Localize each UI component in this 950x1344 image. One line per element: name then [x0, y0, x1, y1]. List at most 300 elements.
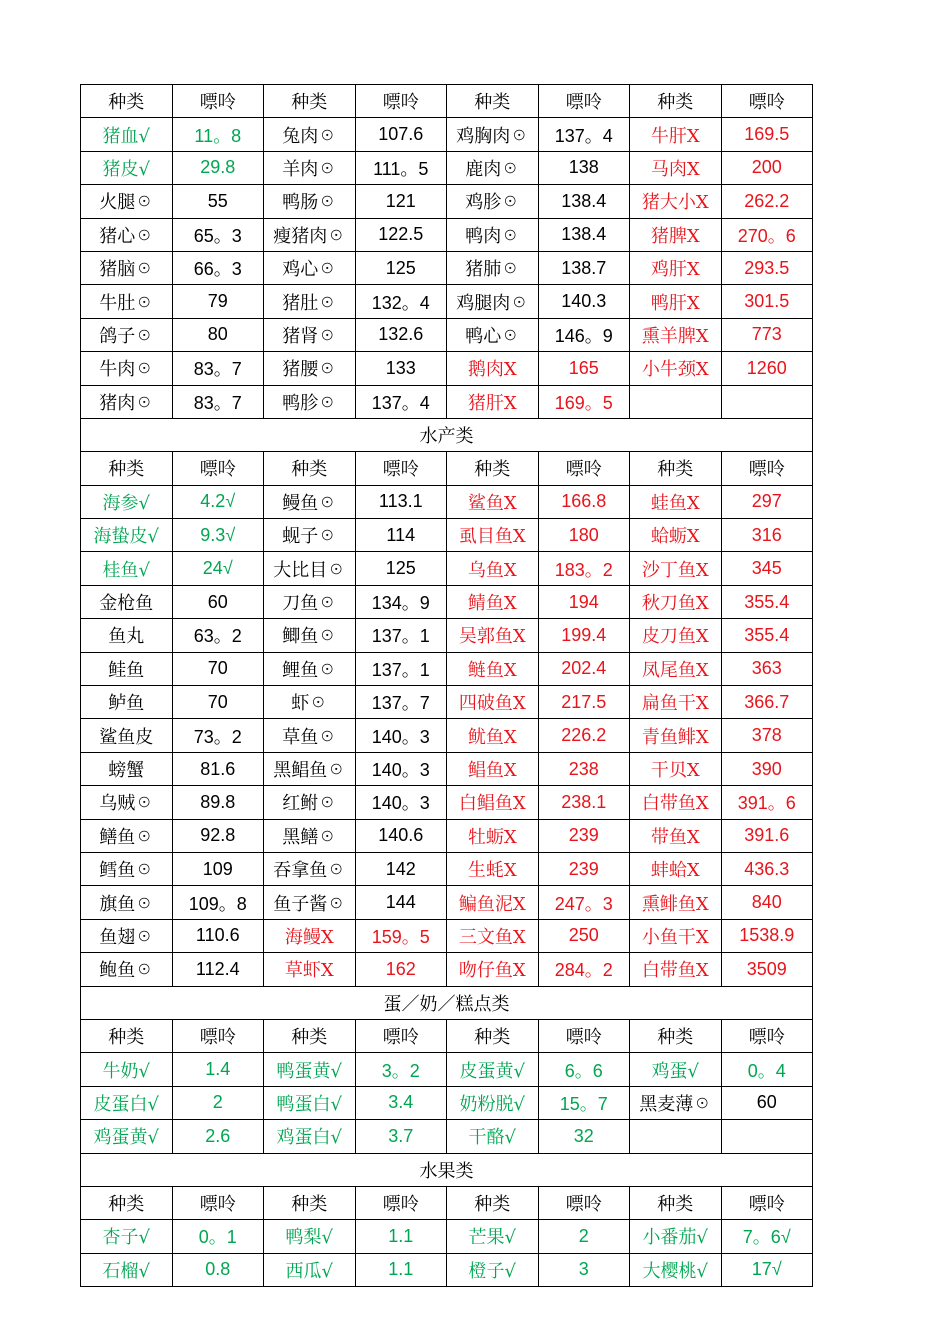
food-name: 鳗鱼☉: [264, 485, 356, 518]
purine-value: 132.6: [355, 318, 447, 351]
food-name: 鲑鱼: [81, 652, 173, 685]
purine-value: 166.8: [538, 485, 630, 518]
food-name: 石榴√: [81, 1253, 173, 1286]
food-name: 鸡心☉: [264, 251, 356, 284]
purine-value: 138: [538, 151, 630, 184]
purine-value: 262.2: [721, 185, 813, 218]
header-kind: 种类: [81, 1019, 173, 1052]
food-name: 乌贼☉: [81, 786, 173, 819]
purine-value: 217.5: [538, 686, 630, 719]
food-name: 猪大小X: [630, 185, 722, 218]
food-name: 鸡腿肉☉: [447, 285, 539, 318]
food-name: 小番茄√: [630, 1220, 722, 1253]
purine-value: 138.7: [538, 251, 630, 284]
food-name: 皮蛋白√: [81, 1086, 173, 1119]
purine-value: 125: [355, 251, 447, 284]
purine-value: 144: [355, 886, 447, 919]
purine-value: 140.3: [538, 285, 630, 318]
food-name: 鸭胗☉: [264, 385, 356, 418]
food-name: 奶粉脱√: [447, 1086, 539, 1119]
purine-value: 3: [538, 1253, 630, 1286]
food-name: 橙子√: [447, 1253, 539, 1286]
food-name: 鸭梨√: [264, 1220, 356, 1253]
purine-value: 3509: [721, 953, 813, 986]
purine-value: 165: [538, 352, 630, 385]
purine-value: 114: [355, 519, 447, 552]
purine-value: 89.8: [172, 786, 264, 819]
purine-value: 32: [538, 1120, 630, 1153]
food-name: 猪心☉: [81, 218, 173, 251]
food-name: 干酪√: [447, 1120, 539, 1153]
purine-value: 15。7: [538, 1086, 630, 1119]
header-row: [81, 1186, 813, 1219]
purine-value: 112.4: [172, 953, 264, 986]
food-name: 火腿☉: [81, 185, 173, 218]
food-name: 小牛颈X: [630, 352, 722, 385]
purine-value: 199.4: [538, 619, 630, 652]
food-name: 鲈鱼: [81, 686, 173, 719]
food-name: 红鲋☉: [264, 786, 356, 819]
food-name: 白鲳鱼X: [447, 786, 539, 819]
food-name: 吻仔鱼X: [447, 953, 539, 986]
food-name: 鸭肠☉: [264, 185, 356, 218]
purine-value: 111。5: [355, 151, 447, 184]
table-row: [81, 953, 813, 986]
food-name: 带鱼X: [630, 819, 722, 852]
table-row: [81, 786, 813, 819]
purine-value: 2.6: [172, 1120, 264, 1153]
purine-value: 60: [721, 1086, 813, 1119]
food-name: 刀鱼☉: [264, 585, 356, 618]
purine-value: 81.6: [172, 752, 264, 785]
header-kind: 种类: [630, 452, 722, 485]
purine-value: 7。6√: [721, 1220, 813, 1253]
food-name: 皮蛋黄√: [447, 1053, 539, 1086]
purine-value: 239: [538, 819, 630, 852]
food-name: 青鱼鲱X: [630, 719, 722, 752]
purine-value: 194: [538, 585, 630, 618]
food-name: 猪肚☉: [264, 285, 356, 318]
purine-value: 391.6: [721, 819, 813, 852]
food-name: 瘦猪肉☉: [264, 218, 356, 251]
food-name: 桂鱼√: [81, 552, 173, 585]
purine-value: 773: [721, 318, 813, 351]
purine-value: 6。6: [538, 1053, 630, 1086]
purine-value: 83。7: [172, 352, 264, 385]
food-name: 皮刀鱼X: [630, 619, 722, 652]
table-row: [81, 1053, 813, 1086]
food-name: 虱目鱼X: [447, 519, 539, 552]
food-name: 四破鱼X: [447, 686, 539, 719]
food-name: 蛤蛎X: [630, 519, 722, 552]
food-name: 三文鱼X: [447, 919, 539, 952]
food-name: 黑鳝☉: [264, 819, 356, 852]
food-name: 鲢鱼X: [447, 652, 539, 685]
food-name: 鸡胸肉☉: [447, 118, 539, 151]
table-row: [81, 1253, 813, 1286]
food-name: 鲳鱼X: [447, 752, 539, 785]
food-name: 吴郭鱼X: [447, 619, 539, 652]
purine-value: 1.4: [172, 1053, 264, 1086]
header-kind: 种类: [264, 452, 356, 485]
table-row: [81, 485, 813, 518]
food-name: [630, 385, 722, 418]
purine-value: 73。2: [172, 719, 264, 752]
food-name: 草虾X: [264, 953, 356, 986]
section-title: 水产类: [81, 418, 813, 451]
purine-value: 238.1: [538, 786, 630, 819]
header-kind: 种类: [264, 85, 356, 118]
header-kind: 种类: [630, 85, 722, 118]
food-name: 海蛰皮√: [81, 519, 173, 552]
purine-value: 250: [538, 919, 630, 952]
purine-value: 132。4: [355, 285, 447, 318]
purine-value: 107.6: [355, 118, 447, 151]
purine-value: 363: [721, 652, 813, 685]
purine-value: 137。4: [538, 118, 630, 151]
purine-value: 345: [721, 552, 813, 585]
food-name: 猪脑☉: [81, 251, 173, 284]
header-purine: 嘌呤: [721, 85, 813, 118]
purine-value: 17√: [721, 1253, 813, 1286]
table-row: [81, 1120, 813, 1153]
header-kind: 种类: [264, 1019, 356, 1052]
purine-value: 60: [172, 585, 264, 618]
purine-value: 79: [172, 285, 264, 318]
header-row: [81, 85, 813, 118]
table-row: [81, 1086, 813, 1119]
purine-value: 3.7: [355, 1120, 447, 1153]
purine-value: 202.4: [538, 652, 630, 685]
header-kind: 种类: [447, 85, 539, 118]
purine-value: 113.1: [355, 485, 447, 518]
food-name: 猪血√: [81, 118, 173, 151]
table-row: [81, 819, 813, 852]
purine-value: 137。1: [355, 619, 447, 652]
table-row: [81, 318, 813, 351]
food-name: 猪腰☉: [264, 352, 356, 385]
food-name: 蚬子☉: [264, 519, 356, 552]
purine-value: 4.2√: [172, 485, 264, 518]
food-name: 凤尾鱼X: [630, 652, 722, 685]
table-row: [81, 719, 813, 752]
food-name: 熏羊脾X: [630, 318, 722, 351]
purine-value: 0.8: [172, 1253, 264, 1286]
food-name: 马肉X: [630, 151, 722, 184]
table-body: [81, 85, 813, 1287]
purine-value: 0。4: [721, 1053, 813, 1086]
food-name: 白带鱼X: [630, 786, 722, 819]
purine-value: 70: [172, 652, 264, 685]
header-purine: 嘌呤: [172, 1186, 264, 1219]
food-name: 旗鱼☉: [81, 886, 173, 919]
food-name: 鸭心☉: [447, 318, 539, 351]
food-name: 白带鱼X: [630, 953, 722, 986]
purine-value: 316: [721, 519, 813, 552]
header-kind: 种类: [630, 1019, 722, 1052]
food-name: 鸡蛋√: [630, 1053, 722, 1086]
food-name: 黑鲳鱼☉: [264, 752, 356, 785]
food-name: 猪肾☉: [264, 318, 356, 351]
purine-value: 65。3: [172, 218, 264, 251]
food-name: 牛肚☉: [81, 285, 173, 318]
table-row: [81, 118, 813, 151]
food-name: 大比目☉: [264, 552, 356, 585]
purine-value: 110.6: [172, 919, 264, 952]
purine-value: 140。3: [355, 719, 447, 752]
food-name: 鸭蛋白√: [264, 1086, 356, 1119]
purine-value: 109。8: [172, 886, 264, 919]
table-row: [81, 652, 813, 685]
purine-value: 3.4: [355, 1086, 447, 1119]
food-name: 兔肉☉: [264, 118, 356, 151]
food-name: 鸡肝X: [630, 251, 722, 284]
food-name: 芒果√: [447, 1220, 539, 1253]
food-name: 猪肝X: [447, 385, 539, 418]
food-name: 小鱼干X: [630, 919, 722, 952]
purine-value: 1260: [721, 352, 813, 385]
purine-value: 70: [172, 686, 264, 719]
food-name: 沙丁鱼X: [630, 552, 722, 585]
purine-value: 301.5: [721, 285, 813, 318]
food-name: 猪肺☉: [447, 251, 539, 284]
section-title: 蛋／奶／糕点类: [81, 986, 813, 1019]
purine-value: 122.5: [355, 218, 447, 251]
header-kind: 种类: [81, 1186, 173, 1219]
food-name: 鲫鱼☉: [264, 619, 356, 652]
food-name: 蚌蛤X: [630, 852, 722, 885]
purine-value: 1538.9: [721, 919, 813, 952]
food-name: 金枪鱼: [81, 585, 173, 618]
header-purine: 嘌呤: [355, 1186, 447, 1219]
purine-value: 24√: [172, 552, 264, 585]
purine-value: 92.8: [172, 819, 264, 852]
purine-value: 840: [721, 886, 813, 919]
purine-value: 355.4: [721, 619, 813, 652]
food-name: 西瓜√: [264, 1253, 356, 1286]
purine-value: 109: [172, 852, 264, 885]
food-name: 羊肉☉: [264, 151, 356, 184]
food-name: 杏子√: [81, 1220, 173, 1253]
food-name: 鱼子酱☉: [264, 886, 356, 919]
purine-value: 125: [355, 552, 447, 585]
purine-value: 29.8: [172, 151, 264, 184]
purine-value: 2: [538, 1220, 630, 1253]
food-name: 扁鱼干X: [630, 686, 722, 719]
section-title-row: [81, 986, 813, 1019]
purine-value: 284。2: [538, 953, 630, 986]
purine-value: 63。2: [172, 619, 264, 652]
purine-value: 80: [172, 318, 264, 351]
table-row: [81, 585, 813, 618]
food-name: 乌鱼X: [447, 552, 539, 585]
food-name: 鲭鱼X: [447, 585, 539, 618]
purine-value: 366.7: [721, 686, 813, 719]
purine-value: 169.5: [721, 118, 813, 151]
header-kind: 种类: [447, 1019, 539, 1052]
purine-value: 142: [355, 852, 447, 885]
purine-value: 2: [172, 1086, 264, 1119]
table-row: [81, 852, 813, 885]
header-purine: 嘌呤: [355, 85, 447, 118]
purine-value: 55: [172, 185, 264, 218]
purine-value: 134。9: [355, 585, 447, 618]
header-purine: 嘌呤: [172, 85, 264, 118]
header-kind: 种类: [81, 452, 173, 485]
purine-value: 238: [538, 752, 630, 785]
section-title-row: [81, 418, 813, 451]
table-row: [81, 352, 813, 385]
header-purine: 嘌呤: [538, 1019, 630, 1052]
header-kind: 种类: [630, 1186, 722, 1219]
purine-value: 138.4: [538, 218, 630, 251]
table-row: [81, 385, 813, 418]
purine-value: 226.2: [538, 719, 630, 752]
purine-value: 378: [721, 719, 813, 752]
purine-value: 247。3: [538, 886, 630, 919]
food-name: 熏鲱鱼X: [630, 886, 722, 919]
header-purine: 嘌呤: [721, 452, 813, 485]
table-row: [81, 552, 813, 585]
food-name: 鸭蛋黄√: [264, 1053, 356, 1086]
food-name: 鲨鱼皮: [81, 719, 173, 752]
table-row: [81, 285, 813, 318]
table-row: [81, 185, 813, 218]
purine-value: 169。5: [538, 385, 630, 418]
header-purine: 嘌呤: [721, 1186, 813, 1219]
food-name: 蛙鱼X: [630, 485, 722, 518]
food-name: 干贝X: [630, 752, 722, 785]
table-row: [81, 619, 813, 652]
section-title-row: [81, 1153, 813, 1186]
food-name: 鳝鱼☉: [81, 819, 173, 852]
food-name: 牛肉☉: [81, 352, 173, 385]
food-name: 牛奶√: [81, 1053, 173, 1086]
header-purine: 嘌呤: [721, 1019, 813, 1052]
food-name: 大樱桃√: [630, 1253, 722, 1286]
purine-value: [721, 385, 813, 418]
purine-value: 159。5: [355, 919, 447, 952]
header-kind: 种类: [81, 85, 173, 118]
food-name: 鸡胗☉: [447, 185, 539, 218]
table-row: [81, 251, 813, 284]
table-row: [81, 1220, 813, 1253]
food-name: 螃蟹: [81, 752, 173, 785]
purine-value: 140。3: [355, 786, 447, 819]
purine-value: 239: [538, 852, 630, 885]
food-name: [630, 1120, 722, 1153]
table-row: [81, 686, 813, 719]
table-row: [81, 886, 813, 919]
header-purine: 嘌呤: [355, 452, 447, 485]
purine-value: 11。8: [172, 118, 264, 151]
header-purine: 嘌呤: [538, 1186, 630, 1219]
table-row: [81, 919, 813, 952]
header-row: [81, 1019, 813, 1052]
purine-value: 138.4: [538, 185, 630, 218]
header-purine: 嘌呤: [172, 452, 264, 485]
purine-value: 121: [355, 185, 447, 218]
purine-value: 66。3: [172, 251, 264, 284]
purine-value: [721, 1120, 813, 1153]
purine-value: 140.6: [355, 819, 447, 852]
purine-value: 1.1: [355, 1253, 447, 1286]
header-purine: 嘌呤: [538, 85, 630, 118]
purine-table: [80, 84, 813, 1287]
food-name: 吞拿鱼☉: [264, 852, 356, 885]
food-name: 鲍鱼☉: [81, 953, 173, 986]
table-row: [81, 752, 813, 785]
purine-value: 137。7: [355, 686, 447, 719]
food-name: 鹿肉☉: [447, 151, 539, 184]
food-name: 猪肉☉: [81, 385, 173, 418]
food-name: 鳊鱼泥X: [447, 886, 539, 919]
food-name: 鳕鱼☉: [81, 852, 173, 885]
food-name: 猪脾X: [630, 218, 722, 251]
food-name: 鱼丸: [81, 619, 173, 652]
header-kind: 种类: [264, 1186, 356, 1219]
table-row: [81, 519, 813, 552]
header-kind: 种类: [447, 1186, 539, 1219]
food-name: 牡蛎X: [447, 819, 539, 852]
food-name: 黑麦薄☉: [630, 1086, 722, 1119]
food-name: 海鳗X: [264, 919, 356, 952]
purine-value: 436.3: [721, 852, 813, 885]
purine-value: 0。1: [172, 1220, 264, 1253]
purine-value: 297: [721, 485, 813, 518]
food-name: 鸡蛋黄√: [81, 1120, 173, 1153]
header-purine: 嘌呤: [355, 1019, 447, 1052]
food-name: 鸽子☉: [81, 318, 173, 351]
purine-value: 180: [538, 519, 630, 552]
food-name: 鱼翅☉: [81, 919, 173, 952]
food-name: 鸭肉☉: [447, 218, 539, 251]
purine-value: 146。9: [538, 318, 630, 351]
header-row: [81, 452, 813, 485]
purine-value: 1.1: [355, 1220, 447, 1253]
food-name: 鹅肉X: [447, 352, 539, 385]
food-name: 鸡蛋白√: [264, 1120, 356, 1153]
food-name: 猪皮√: [81, 151, 173, 184]
header-purine: 嘌呤: [538, 452, 630, 485]
section-title: 水果类: [81, 1153, 813, 1186]
purine-value: 200: [721, 151, 813, 184]
food-name: 生蚝X: [447, 852, 539, 885]
purine-value: 9.3√: [172, 519, 264, 552]
purine-value: 355.4: [721, 585, 813, 618]
purine-value: 3。2: [355, 1053, 447, 1086]
food-name: 鱿鱼X: [447, 719, 539, 752]
food-name: 草鱼☉: [264, 719, 356, 752]
purine-value: 133: [355, 352, 447, 385]
food-name: 鲤鱼☉: [264, 652, 356, 685]
purine-value: 162: [355, 953, 447, 986]
purine-value: 83。7: [172, 385, 264, 418]
header-purine: 嘌呤: [172, 1019, 264, 1052]
purine-value: 183。2: [538, 552, 630, 585]
table-row: [81, 218, 813, 251]
table-row: [81, 151, 813, 184]
purine-value: 390: [721, 752, 813, 785]
food-name: 鲨鱼X: [447, 485, 539, 518]
food-name: 虾☉: [264, 686, 356, 719]
food-name: 鸭肝X: [630, 285, 722, 318]
purine-value: 140。3: [355, 752, 447, 785]
food-name: 牛肝X: [630, 118, 722, 151]
food-name: 海参√: [81, 485, 173, 518]
purine-value: 293.5: [721, 251, 813, 284]
food-name: 秋刀鱼X: [630, 585, 722, 618]
